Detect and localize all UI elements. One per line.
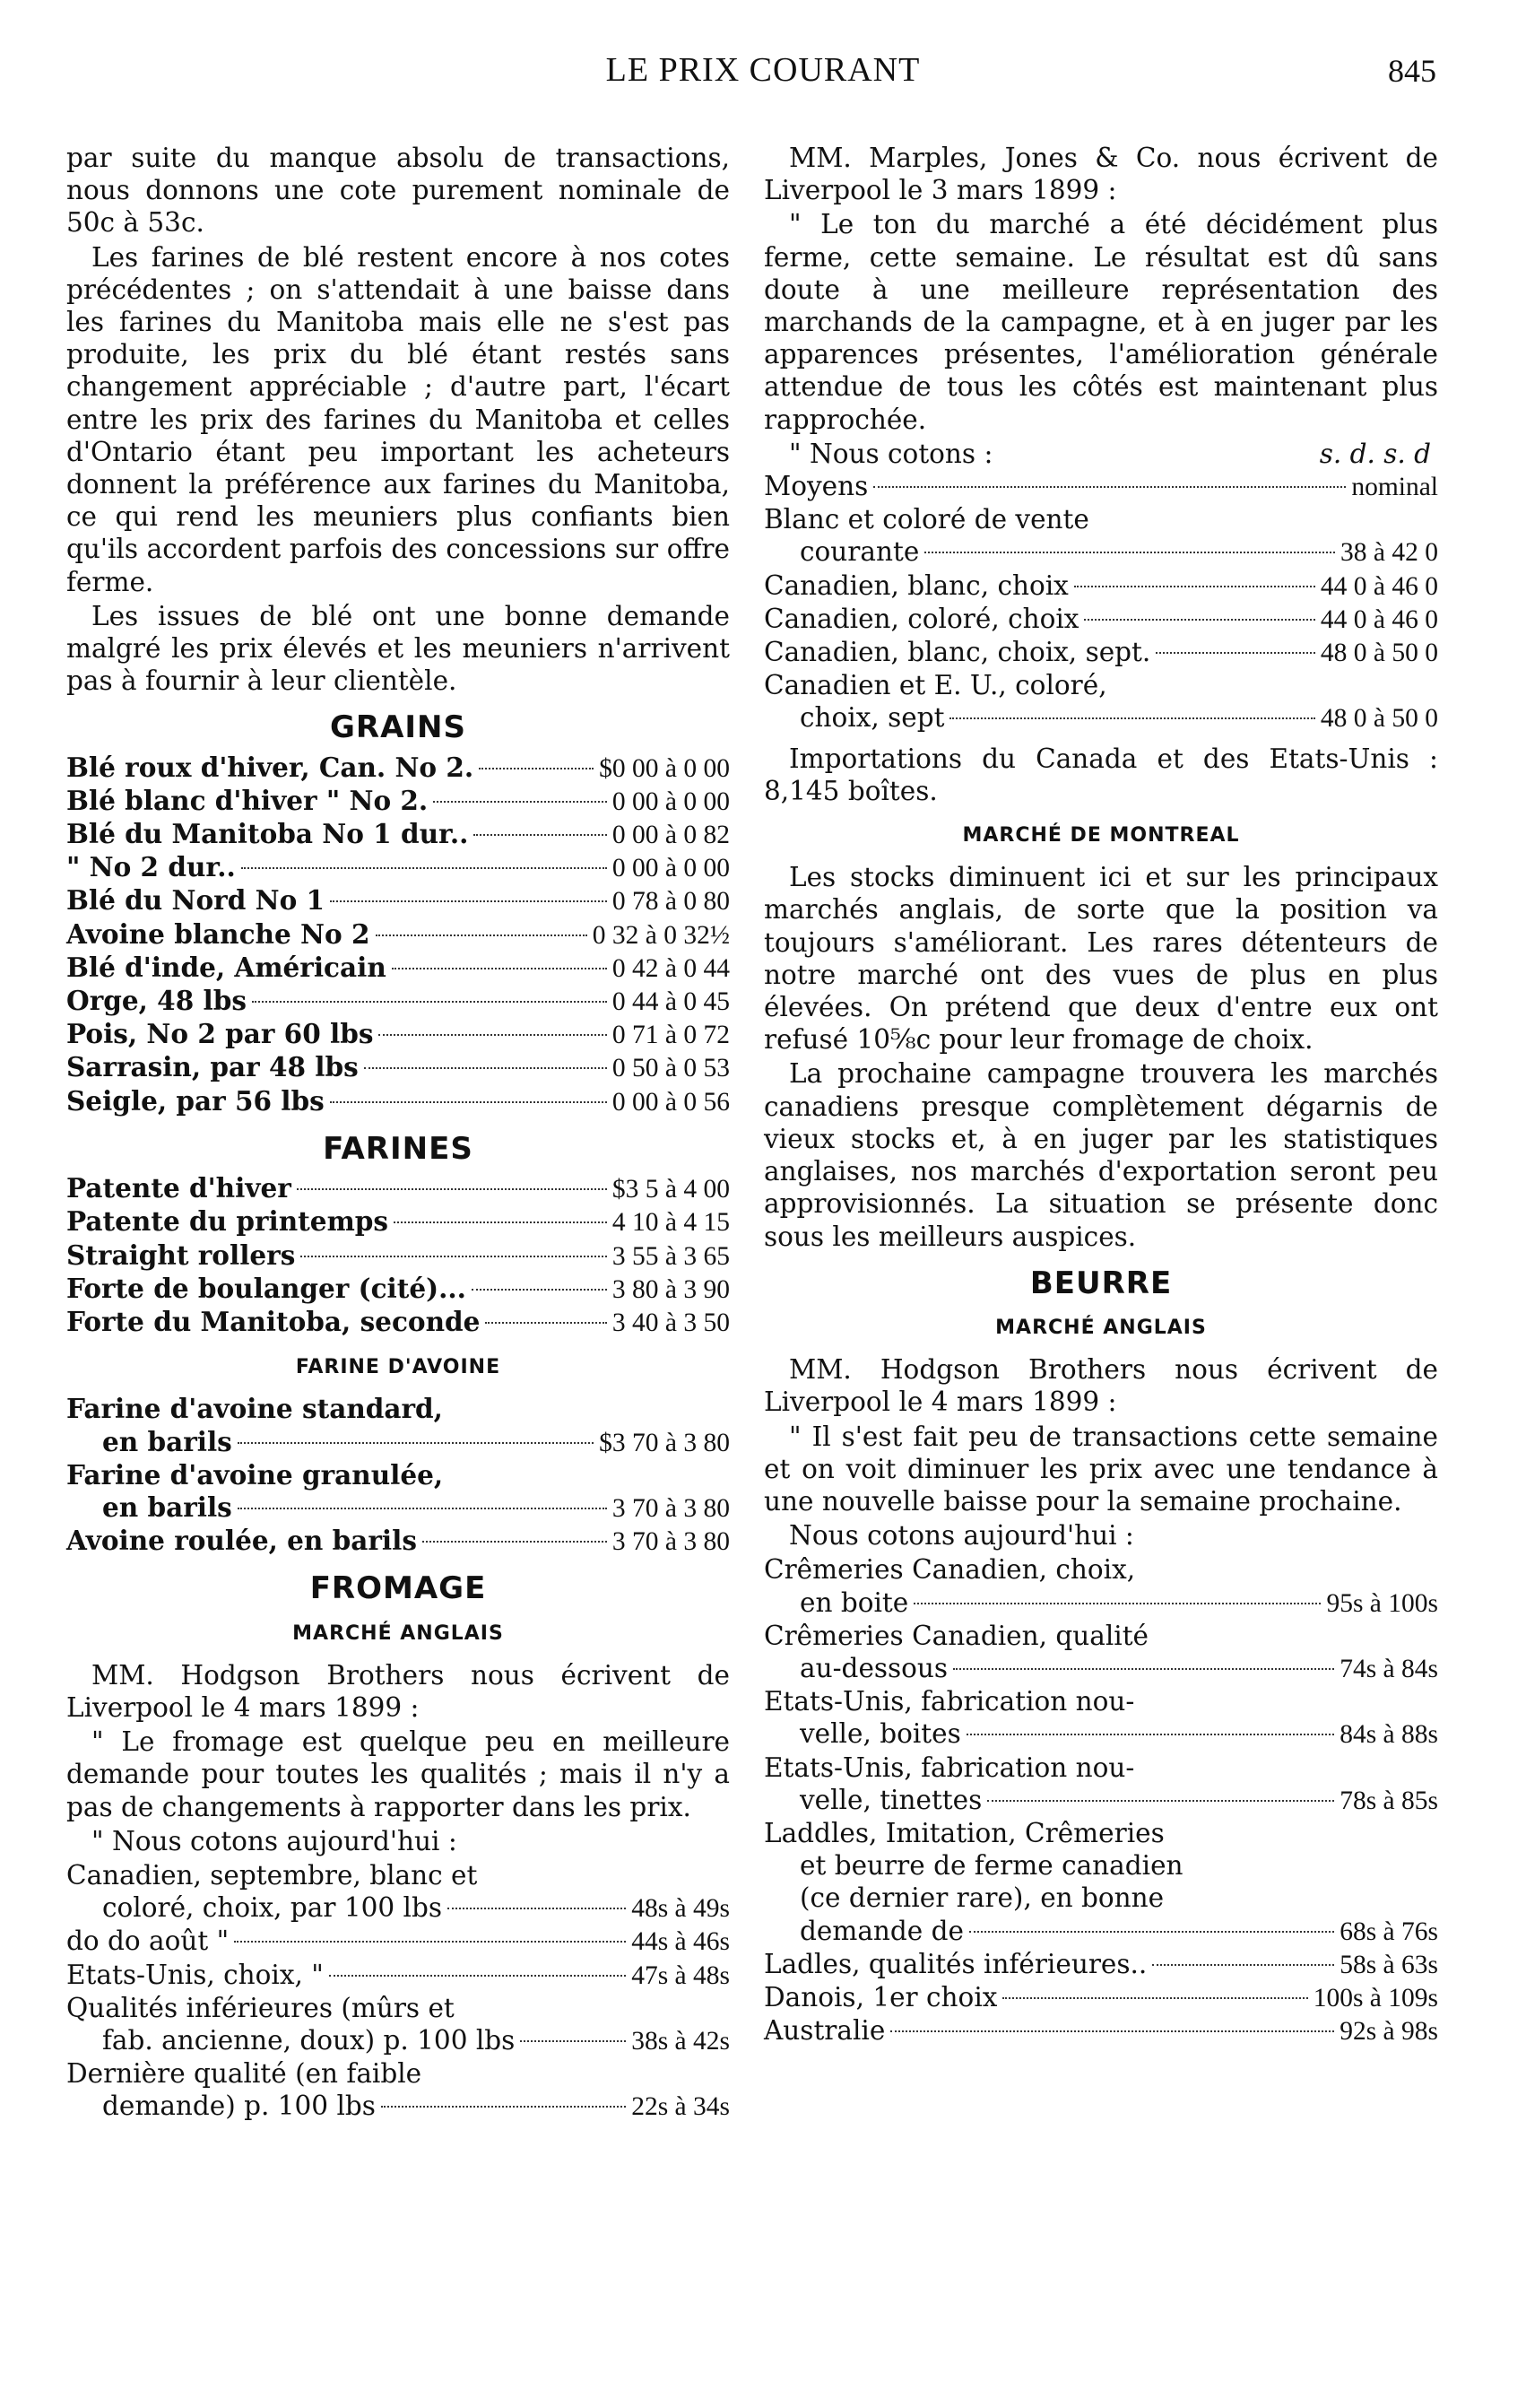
price-row [66, 1205, 730, 1239]
dot-leader [376, 935, 587, 936]
price-list-avoine [66, 1393, 730, 1558]
price-entry [764, 1817, 1438, 1948]
price-entry [764, 636, 1438, 669]
price-row [764, 535, 1438, 569]
price-entry [764, 1620, 1438, 1685]
dot-leader [967, 1734, 1334, 1735]
price-label: Forte du Manitoba, seconde [66, 1305, 481, 1337]
dot-leader [873, 486, 1346, 488]
price-label: Etats-Unis, choix, " [66, 1959, 324, 1990]
price-entry [764, 470, 1438, 503]
price-row [66, 1085, 730, 1118]
price-label: Canadien, blanc, choix [764, 569, 1069, 601]
price-list-beurre [764, 1553, 1438, 2047]
price-row [764, 470, 1438, 503]
price-entry [66, 785, 730, 818]
dot-leader [890, 2030, 1334, 2032]
price-entry [764, 1553, 1438, 1619]
dot-leader [378, 1034, 606, 1036]
price-label: velle, boites [800, 1718, 961, 1750]
page-number: 845 [1388, 53, 1436, 89]
price-row [66, 2090, 730, 2123]
price-label: Seigle, par 56 lbs [66, 1084, 325, 1117]
price-value: $3 5 à 4 00 [611, 1175, 730, 1204]
dot-leader [520, 2040, 626, 2042]
price-value: 0 44 à 0 45 [611, 987, 730, 1017]
price-entry [66, 752, 730, 785]
price-value: 92s à 98s [1340, 2017, 1438, 2047]
price-value: 3 80 à 3 90 [611, 1274, 730, 1304]
price-entry [66, 1018, 730, 1051]
dot-leader [924, 552, 1335, 553]
price-row [764, 1981, 1438, 2014]
dot-leader [953, 1668, 1334, 1670]
price-value: 0 78 à 0 80 [611, 887, 730, 917]
dot-leader [433, 801, 607, 803]
price-entry [764, 569, 1438, 603]
price-label: Pois, No 2 par 60 lbs [66, 1018, 374, 1050]
price-entry [764, 669, 1438, 735]
dot-leader [364, 1067, 607, 1069]
price-value: nominal [1351, 473, 1438, 502]
price-value: 68s à 76s [1340, 1917, 1438, 1946]
price-value: 47s à 48s [631, 1960, 730, 1990]
price-entry [66, 1306, 730, 1339]
section-title-farine-avoine: FARINE D'AVOINE [295, 1356, 501, 1379]
price-label: " No 2 dur.. [66, 851, 236, 883]
section-title-marche-montreal: MARCHÉ DE MONTREAL [962, 824, 1240, 848]
section-title-farines: FARINES [323, 1130, 473, 1167]
dot-leader [394, 1221, 607, 1223]
price-value: 0 42 à 0 44 [611, 953, 730, 983]
price-row [66, 818, 730, 851]
price-label: Patente du printemps [66, 1205, 389, 1238]
price-row [66, 752, 730, 785]
price-label: en barils [102, 1491, 232, 1523]
paragraph: MM. Marples, Jones & Co. nous écrivent de Liverpool le 3 mars 1899 : [764, 143, 1438, 206]
price-entry [66, 1273, 730, 1306]
section-title-beurre: BEURRE [1029, 1265, 1173, 1301]
price-label: Orge, 48 lbs [66, 985, 247, 1017]
dot-leader [392, 968, 607, 969]
price-entry-first-line: Canadien et E. U., coloré, [764, 670, 1107, 701]
price-entry [66, 1239, 730, 1273]
price-entry-first-line: Canadien, septembre, blanc et [66, 1859, 478, 1891]
price-value: 4 10 à 4 15 [611, 1208, 730, 1238]
price-row [66, 1051, 730, 1084]
price-row [66, 918, 730, 952]
dot-leader [1156, 652, 1315, 654]
paragraph: par suite du manque absolu de transactions, nous donnons une cote purement nominale de 50c à 53c. [66, 143, 730, 239]
dot-leader [987, 1800, 1334, 1802]
price-label: do do août " [66, 1926, 230, 1957]
price-label: Straight rollers [66, 1239, 296, 1271]
price-entry [66, 952, 730, 985]
quote-label: " Nous cotons : [789, 438, 993, 469]
price-label: Blé roux d'hiver, Can. No 2. [66, 751, 474, 783]
price-label: choix, sept [800, 702, 945, 734]
price-row [66, 1959, 730, 1992]
price-label: Australie [764, 2015, 886, 2047]
price-entry [66, 1525, 730, 1558]
price-entry [66, 1393, 730, 1458]
price-row [764, 569, 1438, 603]
page-header [0, 50, 1526, 104]
price-entry-first-line: Crêmeries Canadien, choix, [764, 1554, 1136, 1586]
price-row [66, 884, 730, 917]
price-entry [66, 1925, 730, 1958]
price-row [764, 1915, 1438, 1948]
price-value: 44s à 46s [631, 1927, 730, 1957]
dot-leader [479, 768, 594, 769]
dot-leader [300, 1256, 607, 1257]
dot-leader [949, 717, 1314, 719]
price-label: Sarrasin, par 48 lbs [66, 1051, 359, 1083]
dot-leader [1084, 619, 1314, 621]
price-entry [66, 1959, 730, 1992]
price-label: demande) p. 100 lbs [102, 2091, 376, 2122]
price-value: 0 50 à 0 53 [611, 1054, 730, 1083]
price-list-cheese-liverpool [764, 470, 1438, 735]
price-label: Ladles, qualités inférieures.. [764, 1948, 1148, 1979]
price-entry [66, 1992, 730, 2057]
price-value: 3 40 à 3 50 [611, 1308, 730, 1337]
dot-leader [252, 1001, 607, 1003]
price-row [764, 1586, 1438, 1620]
price-value: $3 70 à 3 80 [599, 1428, 730, 1457]
price-value: 48 0 à 50 0 [1320, 704, 1438, 734]
dot-leader [447, 1908, 626, 1909]
price-entry [764, 603, 1438, 636]
price-entry [66, 1085, 730, 1118]
paragraph: " Nous cotons aujourd'hui : [91, 1825, 457, 1856]
price-row [66, 952, 730, 985]
price-value: 48 0 à 50 0 [1320, 639, 1438, 668]
price-row [764, 1948, 1438, 1981]
price-value: 38 à 42 0 [1340, 538, 1438, 568]
right-column [764, 142, 1438, 2047]
price-row [66, 1925, 730, 1958]
dot-leader [381, 2106, 626, 2108]
price-row [66, 851, 730, 884]
dot-leader [297, 1188, 607, 1190]
price-entry [764, 2014, 1438, 2047]
price-row [764, 636, 1438, 669]
price-row [66, 1491, 730, 1525]
price-row [764, 1784, 1438, 1817]
price-entry [66, 918, 730, 952]
price-entry [66, 1459, 730, 1525]
dot-leader [330, 900, 607, 902]
price-row [66, 1273, 730, 1306]
price-row [66, 1018, 730, 1051]
dot-leader [1152, 1964, 1334, 1966]
price-entry [66, 1205, 730, 1239]
price-entry [66, 818, 730, 851]
price-entry-first-line: Etats-Unis, fabrication nou- [764, 1752, 1135, 1783]
price-label: Patente d'hiver [66, 1172, 291, 1204]
price-row [764, 701, 1438, 735]
price-label: Moyens [764, 471, 869, 502]
paragraph: Importations du Canada et des Etats-Unis : 8,145 boîtes. [764, 743, 1438, 806]
dot-leader [329, 1975, 626, 1977]
price-value: 100s à 109s [1313, 1983, 1438, 2012]
price-row [66, 785, 730, 818]
quote-header [764, 438, 1438, 470]
price-label: velle, tinettes [800, 1784, 983, 1815]
price-entry-first-line: Crêmeries Canadien, qualité [764, 1620, 1149, 1651]
price-label: Forte de boulanger (cité)... [66, 1272, 466, 1304]
price-value: 78s à 85s [1340, 1786, 1438, 1815]
paragraph: " Le fromage est quelque peu en meilleure demande pour toutes les qualités ; mais il n'y a pas de changements à rapporter dans les prix. [66, 1726, 730, 1822]
price-entry [66, 1859, 730, 1925]
price-label: en boite [800, 1586, 909, 1618]
quote-units: s. d. s. d [1319, 438, 1431, 469]
price-label: Danois, 1er choix [764, 1981, 998, 2012]
price-label: en barils [102, 1425, 232, 1457]
price-list-farines [66, 1172, 730, 1339]
price-value: 0 00 à 0 00 [611, 787, 730, 816]
dot-leader [234, 1941, 626, 1943]
paragraph: MM. Hodgson Brothers nous écrivent de Liverpool le 4 mars 1899 : [66, 1659, 730, 1723]
price-value: 0 00 à 0 56 [611, 1087, 730, 1117]
price-entry [764, 1685, 1438, 1751]
price-entry [764, 1948, 1438, 1981]
price-row [764, 1717, 1438, 1751]
price-row [66, 985, 730, 1018]
dot-leader [1002, 1997, 1307, 1999]
dot-leader [969, 1931, 1334, 1933]
dot-leader [422, 1541, 607, 1543]
price-value: 3 70 à 3 80 [611, 1527, 730, 1557]
left-column [66, 142, 730, 2124]
price-entry-first-line: Etats-Unis, fabrication nou- [764, 1686, 1135, 1717]
price-value: 44 0 à 46 0 [1320, 604, 1438, 634]
dot-leader [330, 1101, 607, 1103]
paragraph: " Il s'est fait peu de transactions cette semaine et on voit diminuer les prix avec une tendance à une nouvelle baisse pour la semaine prochaine. [764, 1421, 1438, 1517]
dot-leader [238, 1508, 607, 1509]
price-entry-first-line: Blanc et coloré de vente [764, 504, 1089, 535]
price-label: courante [800, 536, 920, 568]
dot-leader [472, 1289, 607, 1291]
price-entry-first-line: Qualités inférieures (mûrs et [66, 1992, 455, 2023]
paragraph: Les issues de blé ont une bonne demande malgré les prix élevés et les meuniers n'arrivent pas à fournir à leur clientèle. [66, 600, 730, 697]
section-title-grains: GRAINS [330, 709, 466, 746]
dot-leader [485, 1322, 606, 1324]
price-value: 38s à 42s [631, 2026, 730, 2056]
price-label: Canadien, coloré, choix [764, 603, 1079, 634]
price-entry [66, 851, 730, 884]
price-row [66, 1426, 730, 1459]
price-row [66, 1172, 730, 1205]
price-label: Avoine roulée, en barils [66, 1525, 417, 1557]
price-entry [66, 2057, 730, 2123]
paragraph: Les stocks diminuent ici et sur les principaux marchés anglais, de sorte que la position va toujours s'améliorant. Les rares détenteurs de notre marché ont des vues de plus en plus élevées. On prétend que deux d'entre eux ont refusé 10⅝c pour leur fromage de choix. [764, 862, 1438, 1056]
price-row [66, 1891, 730, 1925]
price-value: 44 0 à 46 0 [1320, 571, 1438, 601]
price-row [764, 2014, 1438, 2047]
price-value: 3 70 à 3 80 [611, 1493, 730, 1523]
subsection-title: MARCHÉ ANGLAIS [995, 1316, 1207, 1339]
price-value: $0 00 à 0 00 [599, 753, 730, 783]
price-entry [66, 985, 730, 1018]
price-entry [66, 1051, 730, 1084]
price-label: Blé blanc d'hiver " No 2. [66, 784, 429, 816]
price-value: 22s à 34s [631, 2092, 730, 2122]
price-value: 0 00 à 0 00 [611, 854, 730, 883]
price-value: 0 00 à 0 82 [611, 821, 730, 850]
price-entry [764, 503, 1438, 569]
price-entry-first-line: Dernière qualité (en faible [66, 2058, 422, 2090]
price-value: 74s à 84s [1340, 1654, 1438, 1683]
paragraph: La prochaine campagne trouvera les marchés canadiens presque complètement dégarnis de vieux stocks et, à en juger par les statistiques anglaises, nos marchés d'exportation seront peu approvisionnés. La situation se présente donc sous les meilleurs auspices. [764, 1058, 1438, 1252]
price-value: 3 55 à 3 65 [611, 1241, 730, 1271]
price-label: Canadien, blanc, choix, sept. [764, 637, 1151, 668]
price-row [764, 1652, 1438, 1685]
paragraph: " Le ton du marché a été décidément plus ferme, cette semaine. Le résultat est dû sans doute à une meilleure représentation des marchands de la campagne, et à en juger par les apparences présentes, l'amélioration générale attendue de tous les côtés est maintenant plus rapprochée. [764, 209, 1438, 435]
price-label: Blé d'inde, Américain [66, 951, 386, 983]
price-row [66, 2024, 730, 2057]
page-title: LE PRIX COURANT [605, 51, 921, 89]
price-value: 0 32 à 0 32½ [592, 920, 730, 950]
price-list-fromage [66, 1859, 730, 2124]
price-entry-first-line: et beurre de ferme canadien [800, 1850, 1184, 1882]
subsection-title: MARCHÉ ANGLAIS [292, 1621, 504, 1645]
price-entry-first-line: (ce dernier rare), en bonne [800, 1882, 1165, 1914]
dot-leader [473, 834, 606, 836]
price-label: Blé du Nord No 1 [66, 884, 325, 917]
price-row [66, 1239, 730, 1273]
price-value: 84s à 88s [1340, 1720, 1438, 1750]
price-label: Blé du Manitoba No 1 dur.. [66, 818, 469, 850]
price-entry [764, 1752, 1438, 1817]
price-list-grains [66, 752, 730, 1118]
price-entry [66, 1172, 730, 1205]
price-label: coloré, choix, par 100 lbs [102, 1892, 442, 1924]
price-entry [66, 884, 730, 917]
price-value: 48s à 49s [631, 1894, 730, 1924]
price-value: 0 71 à 0 72 [611, 1021, 730, 1050]
price-value: 58s à 63s [1340, 1950, 1438, 1979]
section-title-fromage: FROMAGE [309, 1570, 487, 1607]
price-label: demande de [800, 1915, 964, 1946]
price-label: fab. ancienne, doux) p. 100 lbs [102, 2024, 516, 2056]
dot-leader [914, 1603, 1321, 1604]
paragraph: Les farines de blé restent encore à nos cotes précédentes ; on s'attendait à une baisse dans les farines du Manitoba mais elle ne s'est pas produite, les prix du blé étant restés sans changement appréciable ; d'autre part, l'écart entre les prix des farines du Manitoba et celles d'Ontario étant peu important les acheteurs donnent la préférence aux farines du Manitoba, ce qui rend les meuniers plus confiants bien qu'ils accordent parfois des concessions sur offre ferme. [66, 241, 730, 597]
dot-leader [241, 867, 607, 869]
price-entry-first-line: Farine d'avoine granulée, [66, 1458, 444, 1491]
price-label: Avoine blanche No 2 [66, 917, 370, 950]
paragraph: Nous cotons aujourd'hui : [789, 1520, 1134, 1552]
dot-leader [1074, 586, 1315, 587]
price-entry [764, 1981, 1438, 2014]
price-row [66, 1306, 730, 1339]
price-entry-first-line: Laddles, Imitation, Crêmeries [764, 1817, 1165, 1848]
price-row [764, 603, 1438, 636]
price-entry-first-line: Farine d'avoine standard, [66, 1393, 443, 1425]
price-value: 95s à 100s [1326, 1588, 1438, 1618]
paragraph: MM. Hodgson Brothers nous écrivent de Liverpool le 4 mars 1899 : [764, 1354, 1438, 1418]
dot-leader [238, 1442, 594, 1444]
price-label: au-dessous [800, 1652, 949, 1683]
price-row [66, 1525, 730, 1558]
